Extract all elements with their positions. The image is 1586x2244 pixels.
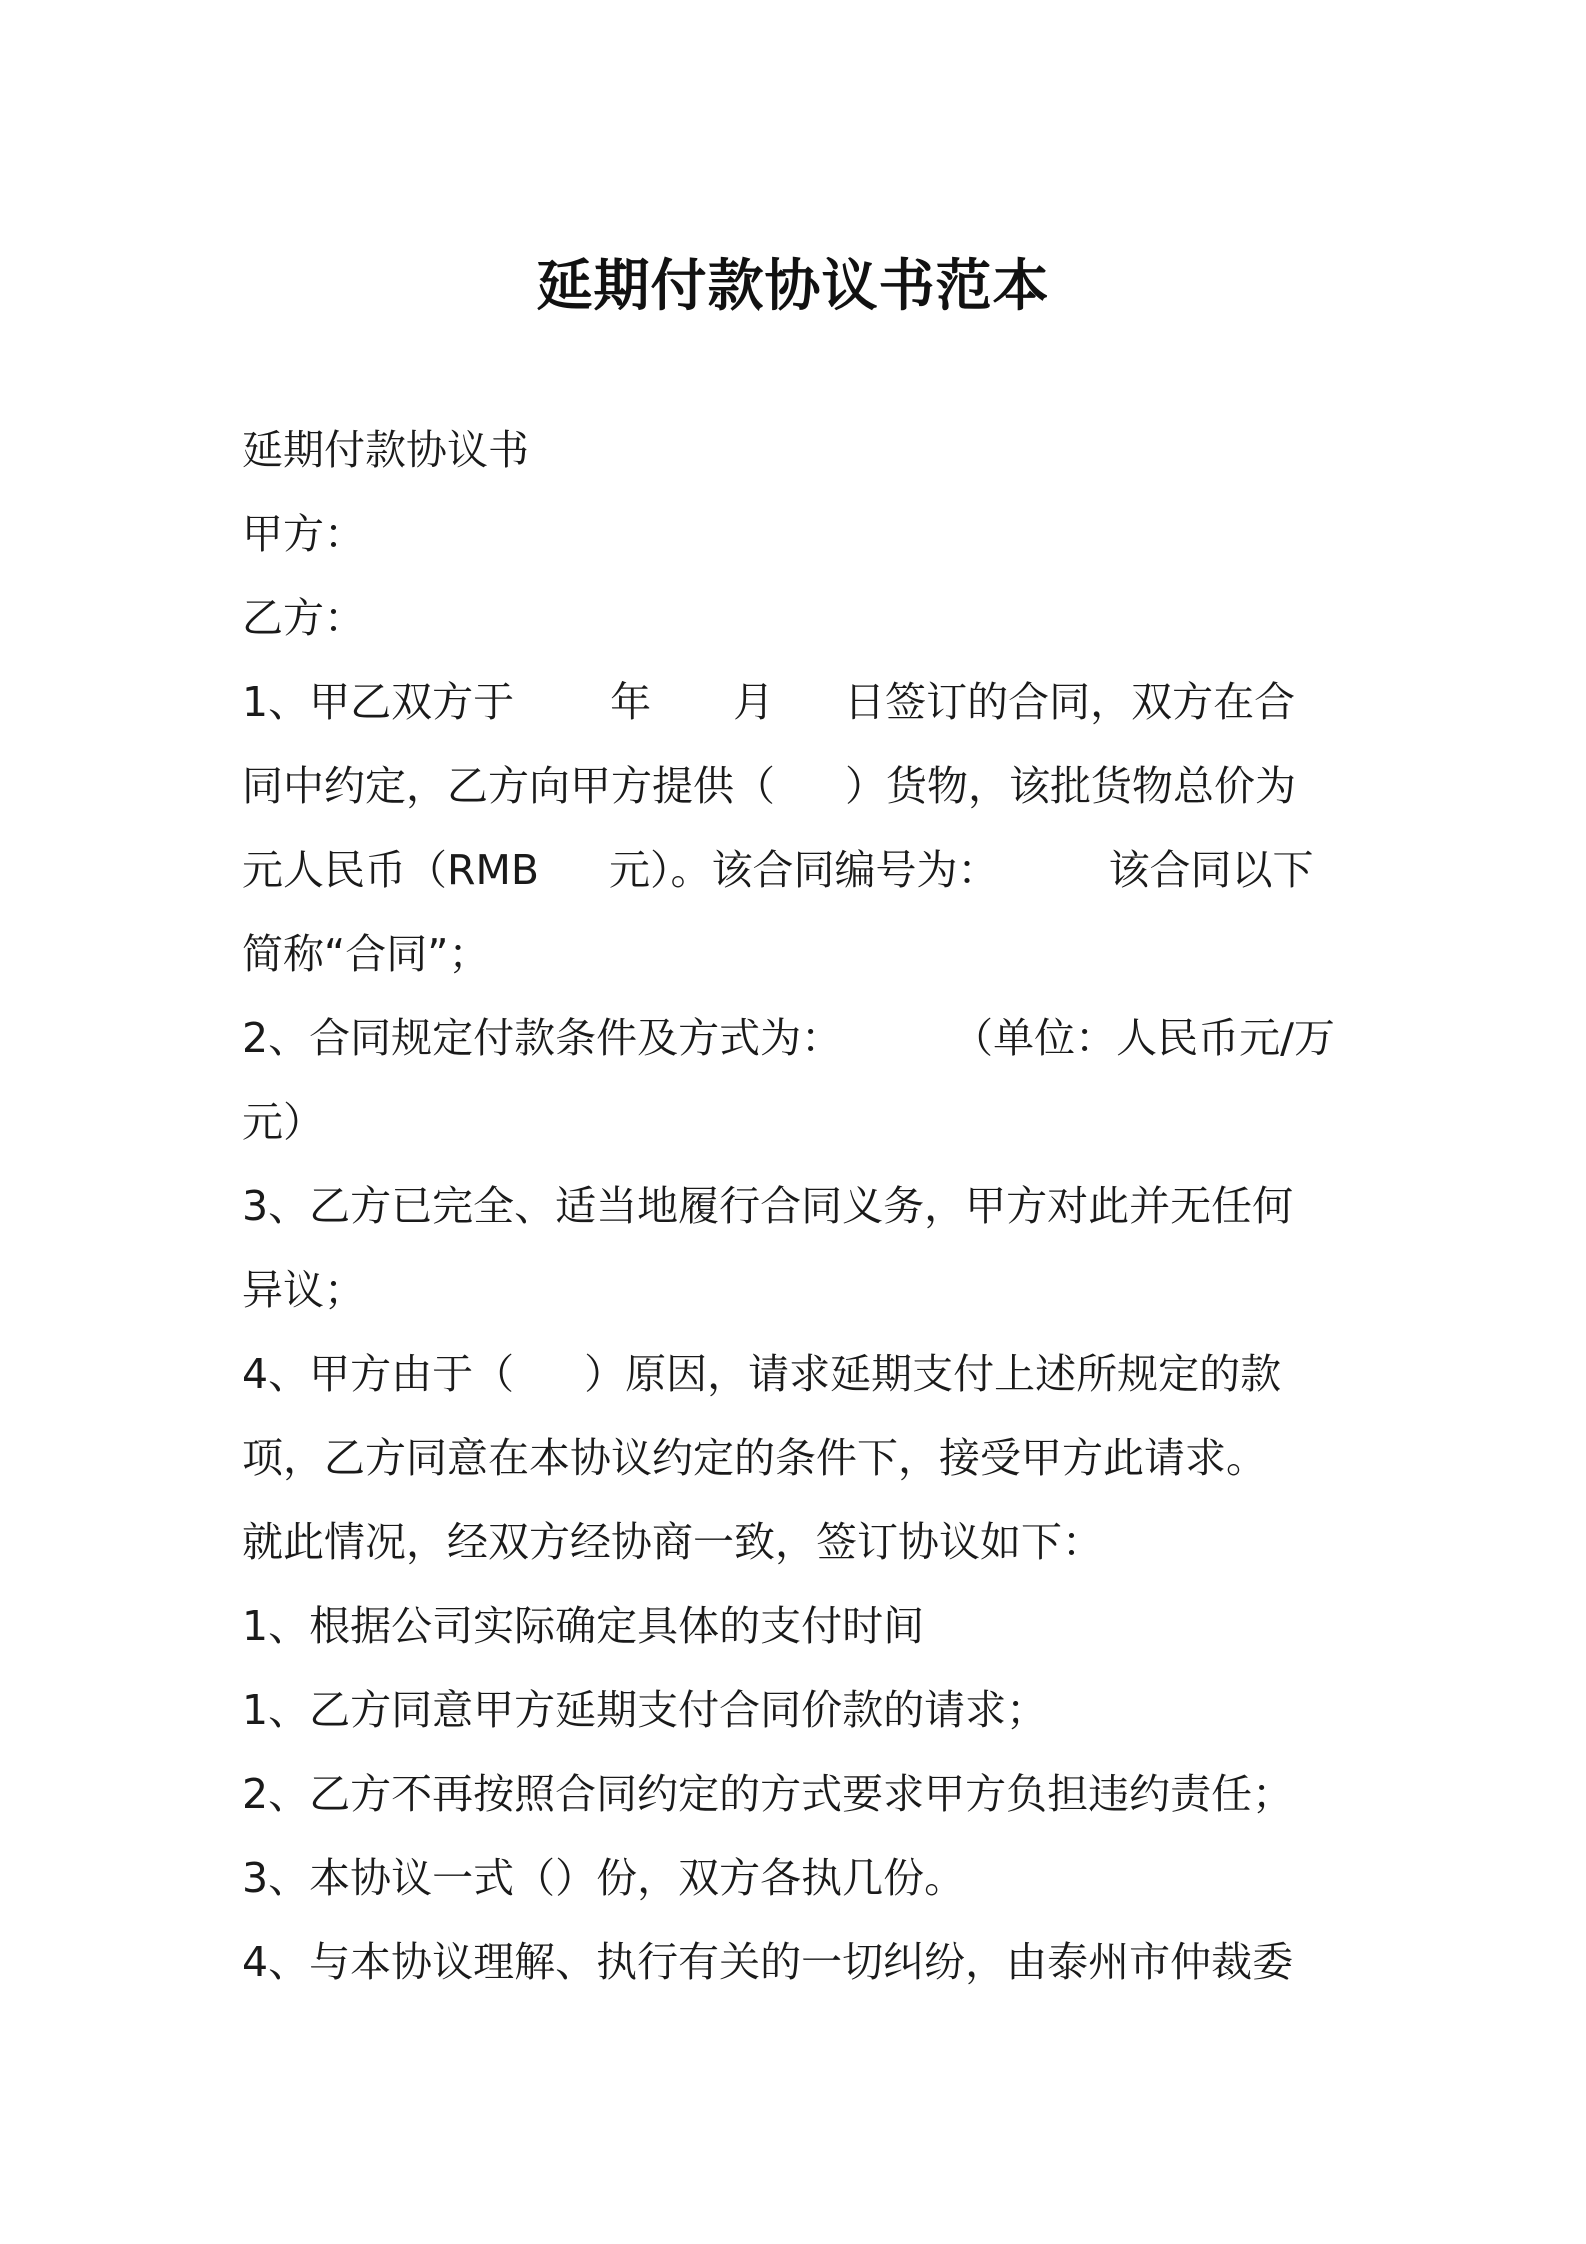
term-1: 1、乙方同意甲方延期支付合同价款的请求； — [242, 1686, 1048, 1734]
clause-1-line-4: 简称“合同”； — [242, 930, 490, 978]
clause-3-line-2: 异议； — [242, 1266, 365, 1314]
document-body — [242, 408, 1352, 2004]
clause-3-line-1: 3、乙方已完全、适当地履行合同义务，甲方对此并无任何 — [242, 1182, 1294, 1230]
term-3: 3、本协议一式（）份，双方各执几份。 — [242, 1854, 966, 1902]
document-title: 延期付款协议书范本 — [536, 254, 1050, 319]
clause-2-line-1: 2、合同规定付款条件及方式为： （单位：人民币元/万 — [242, 1014, 1335, 1062]
agreement-intro: 就此情况，经双方经协商一致，签订协议如下： — [242, 1518, 1103, 1566]
clause-1-line-1: 1、甲乙双方于 年 月 日签订的合同，双方在合 — [242, 678, 1296, 726]
term-payment-time: 1、根据公司实际确定具体的支付时间 — [242, 1602, 925, 1650]
party-a-line: 甲方： — [242, 510, 365, 558]
term-4: 4、与本协议理解、执行有关的一切纠纷，由泰州市仲裁委 — [242, 1938, 1294, 1986]
clause-4-line-1: 4、甲方由于（ ）原因，请求延期支付上述所规定的款 — [242, 1350, 1282, 1398]
clause-4-line-2: 项，乙方同意在本协议约定的条件下，接受甲方此请求。 — [242, 1434, 1267, 1482]
term-2: 2、乙方不再按照合同约定的方式要求甲方负担违约责任； — [242, 1770, 1294, 1818]
clause-1-line-3: 元人民币（RMB 元）。该合同编号为： 该合同以下 — [242, 846, 1314, 894]
clause-1-line-2: 同中约定，乙方向甲方提供（ ）货物，该批货物总价为 — [242, 762, 1296, 810]
party-b-line: 乙方： — [242, 594, 365, 642]
clause-2-line-2: 元） — [242, 1098, 324, 1146]
agreement-heading: 延期付款协议书 — [242, 426, 529, 474]
